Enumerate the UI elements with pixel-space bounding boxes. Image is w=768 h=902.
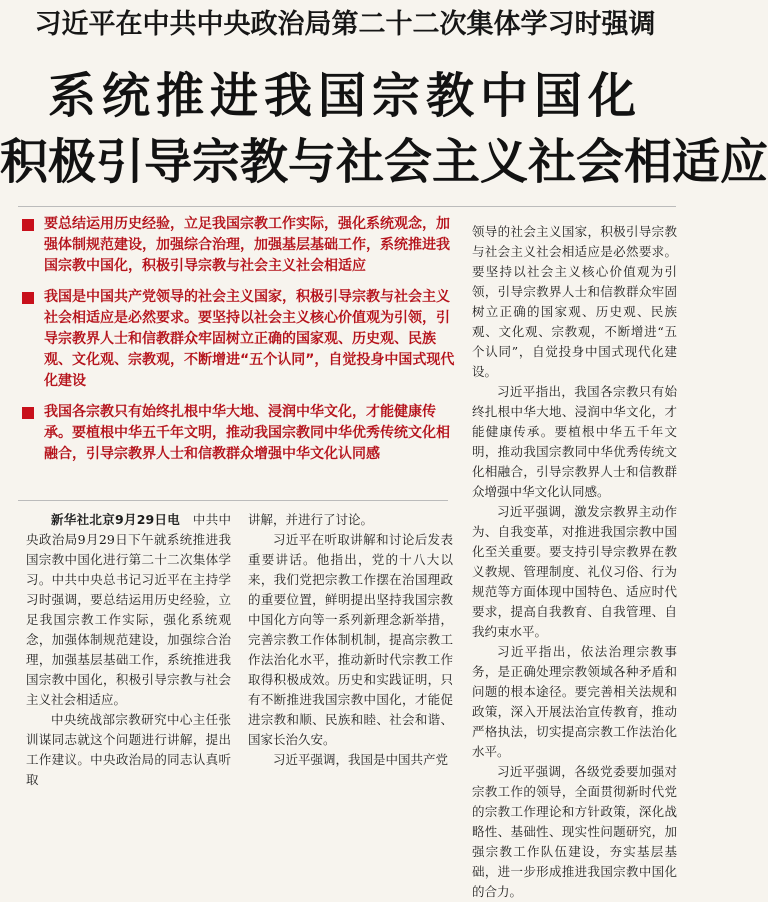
paragraph: 讲解，并进行了讨论。 <box>248 512 374 527</box>
divider <box>18 500 448 501</box>
paragraph: 习近平指出，依法治理宗教事务，是正确处理宗教领域各种矛盾和问题的根本途径。要完善相关法规和政策，深入开展法治宣传教育，推动严格执法，切实提高宗教工作法治化水平。 <box>472 644 677 759</box>
paragraph: 中央统战部宗教研究中心主任张训谋同志就这个问题进行讲解，提出工作建议。中央政治局的同志认真听取 <box>26 712 231 787</box>
dateline: 新华社北京9月29日电 <box>51 512 181 527</box>
key-point: 我国各宗教只有始终扎根中华大地、浸润中华文化，才能健康传承。要植根中华五千年文明，推动我国宗教同中华优秀传统文化相融合，引导宗教界人士和信教群众增强中华文化认同感 <box>20 402 460 465</box>
article-column-3 <box>472 222 677 902</box>
paragraph: 习近平强调，各级党委要加强对宗教工作的领导，全面贯彻新时代党的宗教工作理论和方针政策，深化战略性、基础性、现实性问题研究，加强宗教工作队伍建设，夯实基层基础，进一步形成推进我国宗教中国化的合力。 <box>472 764 677 899</box>
bullet-square-icon <box>22 292 34 304</box>
paragraph: 习近平强调，我国是中国共产党 <box>273 752 449 767</box>
kicker-headline: 习近平在中共中央政治局第二十二次集体学习时强调 <box>34 9 656 40</box>
key-point: 要总结运用历史经验，立足我国宗教工作实际，强化系统观念，加强体制规范建设，加强综合治理，加强基层基础工作，系统推进我国宗教中国化，积极引导宗教与社会主义社会相适应 <box>20 214 460 277</box>
article-column-1 <box>26 510 231 790</box>
paragraph: 新华社北京9月29日电 中共中央政治局9月29日下午就系统推进我国宗教中国化进行第二十二次集体学习。中共中央总书记习近平在主持学习时强调，要总结运用历史经验，立足我国宗教工作实际，强化系统观念，加强体制规范建设，加强综合治理，加强基层基础工作，系统推进我国宗教中国化，积极引导宗教与社会主义社会相适应。 <box>26 512 231 707</box>
bullet-square-icon <box>22 407 34 419</box>
paragraph: 领导的社会主义国家，积极引导宗教与社会主义社会相适应是必然要求。要坚持以社会主义核心价值观为引领，引导宗教界人士和信教群众牢固树立正确的国家观、历史观、民族观、文化观、宗教观，不断增进“五个认同”，自觉投身中国式现代化建设。 <box>472 224 677 379</box>
key-point: 我国是中国共产党领导的社会主义国家，积极引导宗教与社会主义社会相适应是必然要求。要坚持以社会主义核心价值观为引领，引导宗教界人士和信教群众牢固树立正确的国家观、历史观、民族观、文化观、宗教观，不断增进“五个认同”，自觉投身中国式现代化建设 <box>20 287 460 392</box>
paragraph: 习近平指出，我国各宗教只有始终扎根中华大地、浸润中华文化，才能健康传承。要植根中华五千年文明，推动我国宗教同中华优秀传统文化相融合，引导宗教界人士和信教群众增强中华文化认同感。 <box>472 384 677 499</box>
paragraph: 习近平强调，激发宗教界主动作为、自我变革，对推进我国宗教中国化至关重要。要支持引导宗教界在教义教规、管理制度、礼仪习俗、行为规范等方面体现中国特色、适应时代要求，提高自我教育、自我管理、自我约束水平。 <box>472 504 677 639</box>
key-points <box>20 214 460 475</box>
bullet-square-icon <box>22 219 34 231</box>
paragraph: 习近平在听取讲解和讨论后发表重要讲话。他指出，党的十八大以来，我们党把宗教工作摆在治国理政的重要位置，鲜明提出坚持我国宗教中国化方向等一系列新理念新举措，完善宗教工作体制机制，提高宗教工作法治化水平，推动新时代宗教工作取得积极成效。历史和实践证明，只有不断推进我国宗教中国化，才能促进宗教和顺、民族和睦、社会和谐、国家长治久安。 <box>248 532 453 747</box>
article-column-2 <box>248 510 453 770</box>
main-headline-line-1: 系统推进我国宗教中国化 <box>47 68 642 124</box>
divider <box>18 206 676 207</box>
main-headline-line-2: 积极引导宗教与社会主义社会相适应 <box>0 134 768 190</box>
